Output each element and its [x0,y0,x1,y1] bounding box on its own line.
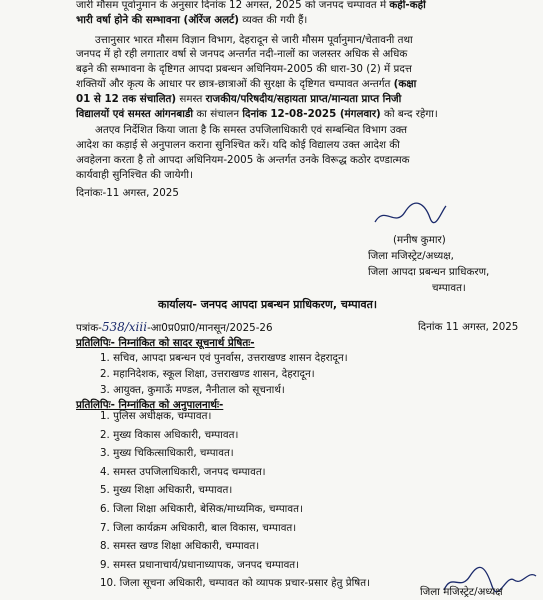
order-line: विद्यालयों एवं समस्त आंगनबाडी का संचालन दिनांक 12-08-2025 (मंगलवार) को बन्द रहेगा। [76,108,438,120]
signatory-designation: जिला मजिस्ट्रेट/अध्यक्ष, [368,250,454,262]
info-copy-heading: प्रतिलिपिः- निम्नांकित को सादर सूचनार्थ प्रेषितः- [76,337,255,349]
compliance-copy-heading: प्रतिलिपिः- निम्नांकित को अनुपालनार्थः- [76,399,224,411]
list-item: 7. जिला कार्यक्रम अधिकारी, बाल विकास, चम्पावत। [100,521,297,534]
list-item: 1. पुलिस अधीक्षक, चम्पावत। [100,410,212,422]
signatory-name: (मनीष कुमार) [393,234,446,246]
signatory-designation: जिला मजिस्ट्रेट/अध्यक्ष [420,586,503,598]
order-line: कार्यवाही सुनिश्चित की जायेगी। [76,169,193,181]
list-item: 8. समस्त खण्ड शिक्षा अधिकारी, चम्पावत। [100,540,260,553]
signatory-authority: जिला आपदा प्रबन्धन प्राधिकरण, [368,266,490,278]
office-date: दिनांक 11 अगस्त, 2025 [418,321,519,333]
order-line: जनपद में हो रही लगातार वर्षा से जनपद अन्तर्गत नदी-नालों का जलस्तर अधिक से अधिक [76,48,408,60]
order-line: अवहेलना करता है तो आपदा अधिनियम-2005 के अन्तर्गत उनके विरूद्ध कठोर दण्डात्मक [76,154,410,166]
order-line: जारी मौसम पूर्वानुमान के अनुसार दिनांक 12 अगस्त, 2025 को जनपद चम्पावत में कहीं-कहीं [76,0,426,11]
patrank-number: 538/xiii [101,320,148,334]
order-line: बढ़ने की सम्भावना के दृष्टिगत आपदा प्रबन्धन अधिनियम-2005 की धारा-30 (2) में प्रदत्त [76,63,412,75]
patrank-line: पत्रांक-538/xiii-आ0प्र0प्रा0/मानसून/2025-26 [76,320,273,334]
info-copy-list [100,350,348,398]
signature-scribble [370,200,450,230]
compliance-copy-list [100,407,370,593]
order-line: अतएव निर्देशित किया जाता है कि समस्त उपजिलाधिकारी एवं सम्बन्धित विभाग उक्त [95,124,407,136]
order-line: 01 से 12 तक संचालित) समस्त राजकीय/परिषदीय/सहायता प्राप्त/मान्यता प्राप्त निजी [76,93,402,105]
list-item: 4. समस्त उपजिलाधिकारी, जनपद चम्पावत। [100,465,266,478]
order-line: शक्तियों और कृत्य के आधार पर छात्र-छात्राओं की सुरक्षा के दृष्टिगत चम्पावत अन्तर्गत (कक्षा [76,78,417,90]
order-line: आदेश का कड़ाई से अनुपालन कराना सुनिश्चित करें। यदि कोई विद्यालय उक्त आदेश की [76,139,400,151]
office-header: कार्यालय- जनपद आपदा प्रबन्धन प्राधिकरण, चम्पावत। [158,298,378,311]
list-item: 3. मुख्य चिकित्साधिकारी, चम्पावत। [100,447,234,460]
signatory-place: चम्पावत। [432,282,466,294]
list-item: 1. सचिव, आपदा प्रबन्धन एवं पुनर्वास, उत्तराखण्ड शासन देहरादून। [100,352,348,364]
order-line: उत्तानुसार भारत मौसम विज्ञान विभाग, देहरादून से जारी मौसम पूर्वानुमान/चेतावनी तथा [95,34,413,46]
list-item: 2. महानिदेशक, स्कूल शिक्षा, उत्तराखण्ड शासन, देहरादून। [100,368,315,380]
order-date: दिनांकः-11 अगस्त, 2025 [76,187,179,199]
list-item: 2. मुख्य विकास अधिकारी, चम्पावत। [100,428,239,441]
list-item: 10. जिला सूचना अधिकारी, चम्पावत को व्यापक प्रचार-प्रसार हेतु प्रेषित। [100,577,370,590]
list-item: 9. समस्त प्रधानाचार्य/प्रधानाध्यापक, जनपद चम्पावत। [100,558,300,571]
list-item: 3. आयुक्त, कुमाऊँ मण्डल, नैनीताल को सूचनार्थ। [100,384,285,396]
list-item: 5. मुख्य शिक्षा अधिकारी, चम्पावत। [100,484,233,497]
order-line: भारी वर्षा होने की सम्भावना (ऑरेंज अलर्ट) व्यक्त की गयी हैं। [76,14,308,26]
list-item: 6. जिला शिक्षा अधिकारी, बेसिक/माध्यमिक, चम्पावत। [100,502,303,515]
